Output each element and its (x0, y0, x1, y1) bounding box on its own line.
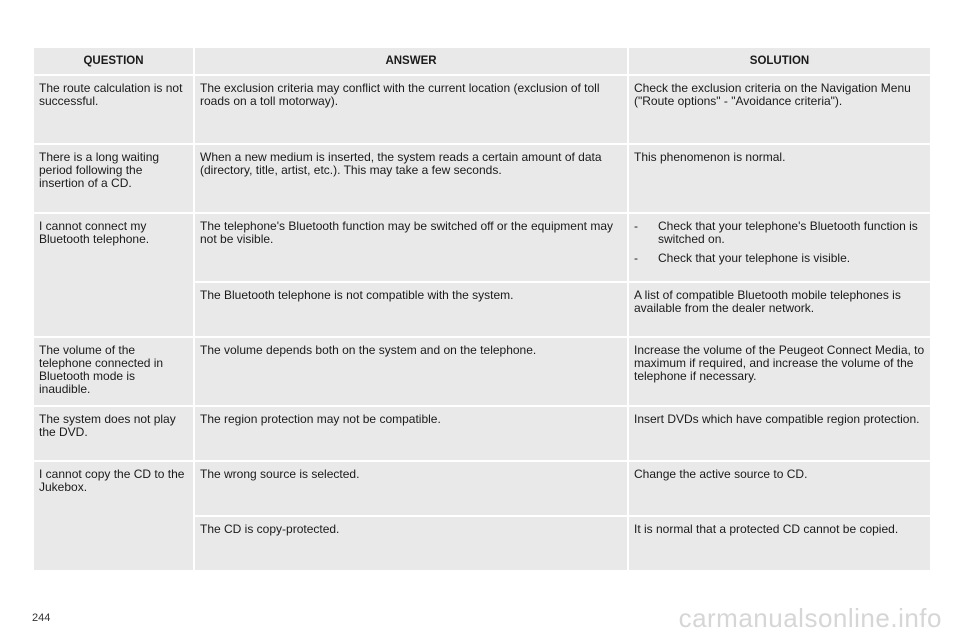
question-cell: I cannot copy the CD to the Jukebox. (33, 461, 194, 571)
solution-cell: Change the active source to CD. (628, 461, 931, 516)
question-cell: The system does not play the DVD. (33, 406, 194, 461)
answer-cell: The CD is copy-protected. (194, 516, 628, 571)
answer-cell: The telephone's Bluetooth function may be switched off or the equipment may not be visible. (194, 213, 628, 282)
solution-item-text: Check that your telephone's Bluetooth function is switched on. (658, 219, 918, 246)
question-cell: The route calculation is not successful. (33, 75, 194, 144)
solution-cell: This phenomenon is normal. (628, 144, 931, 213)
dash-bullet: - (634, 219, 638, 233)
solution-cell: A list of compatible Bluetooth mobile telephones is available from the dealer network. (628, 282, 931, 337)
troubleshooting-table (32, 46, 932, 572)
table-header-row (33, 47, 931, 75)
answer-cell: When a new medium is inserted, the system reads a certain amount of data (directory, title, artist, etc.). This may take a few seconds. (194, 144, 628, 213)
table-row (33, 406, 931, 461)
solution-cell: Increase the volume of the Peugeot Connect Media, to maximum if required, and increase the volume of the telephone if necessary. (628, 337, 931, 406)
question-cell: The volume of the telephone connected in Bluetooth mode is inaudible. (33, 337, 194, 406)
solution-list (634, 220, 925, 265)
solution-cell: It is normal that a protected CD cannot be copied. (628, 516, 931, 571)
question-cell: There is a long waiting period following the insertion of a CD. (33, 144, 194, 213)
answer-cell: The exclusion criteria may conflict with the current location (exclusion of toll roads on a toll motorway). (194, 75, 628, 144)
question-cell: I cannot connect my Bluetooth telephone. (33, 213, 194, 337)
header-question: QUESTION (33, 47, 194, 75)
answer-cell: The Bluetooth telephone is not compatible with the system. (194, 282, 628, 337)
table-row (33, 337, 931, 406)
troubleshooting-table-container (32, 46, 930, 572)
watermark: carmanualsonline.info (678, 603, 942, 633)
solution-cell (628, 213, 931, 282)
solution-list-item (634, 252, 925, 265)
solution-item-text: Check that your telephone is visible. (658, 251, 851, 265)
answer-cell: The region protection may not be compatible. (194, 406, 628, 461)
page-number: 244 (32, 612, 51, 624)
table-row (33, 461, 931, 516)
table-row (33, 213, 931, 282)
solution-cell: Insert DVDs which have compatible region protection. (628, 406, 931, 461)
dash-bullet: - (634, 251, 638, 265)
table-row (33, 144, 931, 213)
answer-cell: The volume depends both on the system and on the telephone. (194, 337, 628, 406)
answer-cell: The wrong source is selected. (194, 461, 628, 516)
table-row (33, 75, 931, 144)
solution-list-item (634, 220, 925, 246)
solution-cell: Check the exclusion criteria on the Navigation Menu ("Route options" - "Avoidance criteria"). (628, 75, 931, 144)
header-answer: ANSWER (194, 47, 628, 75)
header-solution: SOLUTION (628, 47, 931, 75)
